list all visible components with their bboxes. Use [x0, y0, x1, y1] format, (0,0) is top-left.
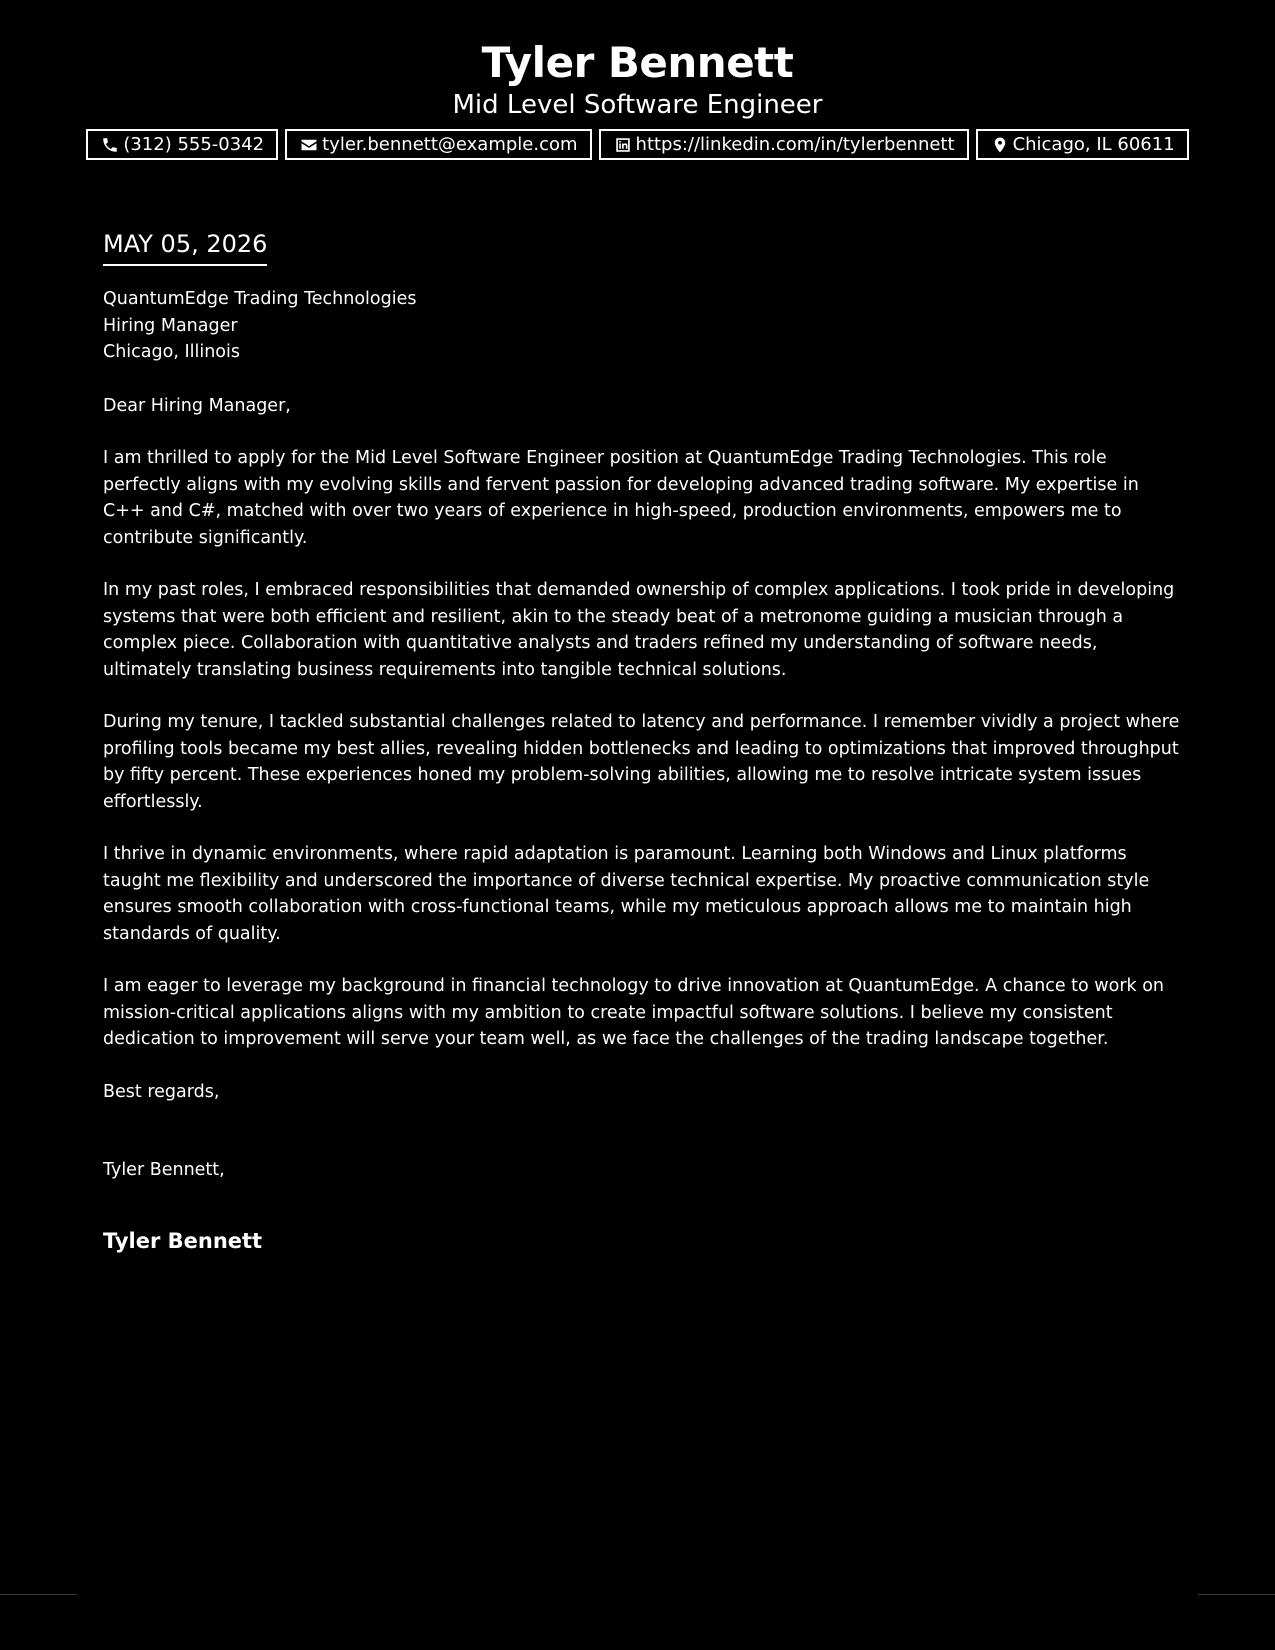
contact-location[interactable]: [976, 129, 1189, 160]
applicant-name: Tyler Bennett: [481, 38, 794, 87]
contact-phone-text: (312) 555-0342: [123, 134, 265, 155]
linkedin-icon: [614, 136, 632, 154]
closing-name: Tyler Bennett,: [103, 1160, 225, 1180]
recipient-location: Chicago, Illinois: [103, 342, 240, 362]
letter-header: [0, 34, 1275, 160]
body-paragraph: During my tenure, I tackled substantial challenges related to latency and performance. I remember vividly a project where profiling tools became my best allies, revealing hidden bottlenecks and leading to optimizations that improved throughput by fifty percent. These experiences honed my problem-solving abilities, allowing me to resolve intricate system issues effortlessly.: [103, 712, 1180, 812]
contact-bar: [0, 129, 1275, 160]
footer-divider-left: [0, 1594, 77, 1595]
map-marker-icon: [991, 136, 1009, 154]
footer-divider-right: [1198, 1594, 1275, 1595]
contact-email[interactable]: [285, 129, 591, 160]
salutation: Dear Hiring Manager,: [103, 395, 291, 416]
recipient-block: [103, 286, 1183, 366]
envelope-icon: [300, 136, 318, 154]
letter-date: MAY 05, 2026: [103, 228, 267, 266]
body-paragraph: I am eager to leverage my background in financial technology to drive innovation at QuantumEdge. A chance to work on mission-critical applications aligns with my ambition to create impactful software solutions. I believe my consistent dedication to improvement will serve your team well, as we face the challenges of the trading landscape together.: [103, 976, 1165, 1049]
applicant-title: Mid Level Software Engineer: [452, 90, 823, 120]
closing: Best regards,: [103, 1081, 220, 1102]
phone-icon: [101, 136, 119, 154]
contact-linkedin[interactable]: [599, 129, 969, 160]
contact-email-text: tyler.bennett@example.com: [322, 134, 578, 155]
contact-linkedin-text: https://linkedin.com/in/tylerbennett: [635, 134, 955, 155]
recipient-company: QuantumEdge Trading Technologies: [103, 289, 417, 309]
body-paragraph: In my past roles, I embraced responsibilities that demanded ownership of complex applications. I took pride in developing systems that were both efficient and resilient, akin to the steady beat of a metronome guiding a musician through a complex piece. Collaboration with quantitative analysts and traders refined my understanding of software needs, ultimately translating business requirements into tangible technical solutions.: [103, 580, 1175, 680]
signature: Tyler Bennett: [103, 1229, 263, 1253]
contact-location-text: Chicago, IL 60611: [1012, 134, 1175, 155]
letter-body: [103, 228, 1183, 1184]
body-paragraph: I am thrilled to apply for the Mid Level Software Engineer position at QuantumEdge Trading Technologies. This role perfectly aligns with my evolving skills and fervent passion for developing advanced trading software. My expertise in C++ and C#, matched with over two years of experience in high-speed, production environments, empowers me to contribute significantly.: [103, 448, 1139, 548]
recipient-attention: Hiring Manager: [103, 315, 238, 336]
body-paragraph: I thrive in dynamic environments, where rapid adaptation is paramount. Learning both Windows and Linux platforms taught me flexibility and underscored the importance of diverse technical expertise. My proactive communication style ensures smooth collaboration with cross-functional teams, while my meticulous approach allows me to maintain high standards of quality.: [103, 844, 1150, 944]
contact-phone[interactable]: [86, 129, 278, 160]
